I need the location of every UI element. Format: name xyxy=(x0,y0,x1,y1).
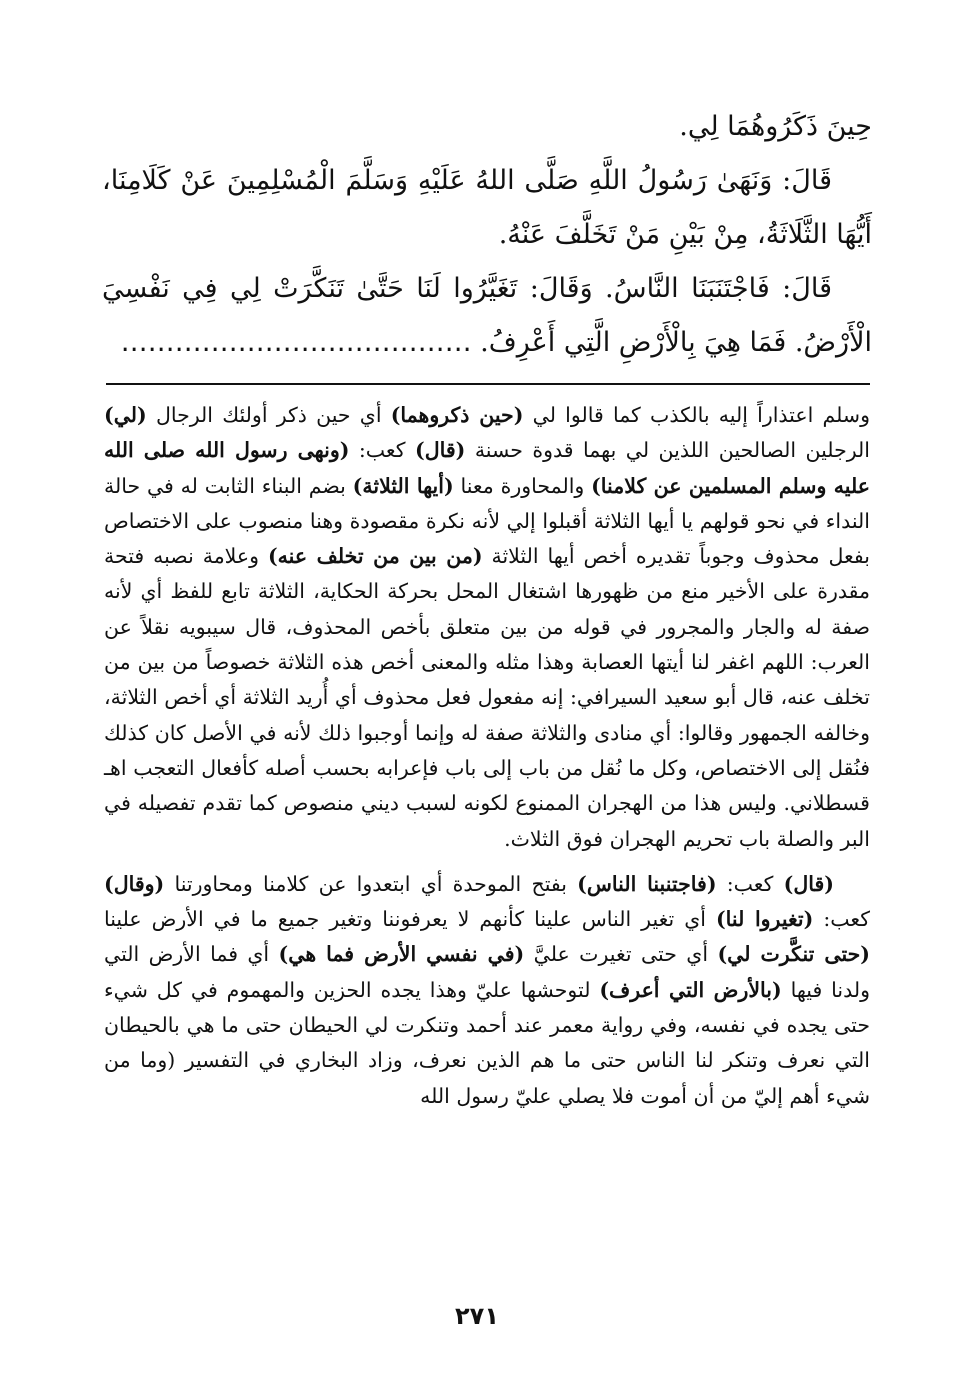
commentary-text-run: أي حين ذكر أولئك الرجال xyxy=(146,403,391,427)
hadith-line-1: حِينَ ذَكَرُوهُمَا لِي. xyxy=(679,111,872,142)
quoted-phrase: (لي) xyxy=(104,403,147,427)
quoted-phrase: (قال) xyxy=(415,438,466,463)
quoted-phrase: (في نفسي الأرض فما هي) xyxy=(278,942,525,967)
commentary-text-run: وعلامة نصبه فتحة مقدرة على الأخير منع من ظهورها اشتغال المحل بحركة الحكاية، الثلاثة تابع للفظ أي لأنه صفة له والجار والمجرور في قوله من بين متعلق بأخص المحذوف، قال سيبويه نقلاً عن العرب: اللهم اغفر لنا أيتها العصابة وهذا مثله والمعنى أخص هذه الثلاثة خصوصاً من بين من تخلف عنه، قال أبو سعيد السيرافي: إنه مفعول فعل محذوف أي أُريد الثلاثة أي أخص الثلاثة، وخالفه الجمهور وقالوا: أي منادى والثلاثة صفة له وإنما أوجبوا ذلك لأنه في الأصل كان كذلك فنُقل إلى الاختصاص، وكل ما نُقل من باب إلى باب فإعرابه بحسب أصله كأفعال التعجب اهـ قسطلاني. وليس هذا من الهجران الممنوع لكونه لسبب ديني منصوص كما تقدم تفصيله في البر والصلة باب تحريم الهجران فوق الثلاث. xyxy=(104,544,870,851)
commentary-text-run: كعب: xyxy=(813,907,871,932)
quoted-phrase: (فاجتنبنا الناس) xyxy=(577,871,717,896)
commentary-paragraph-2 xyxy=(104,867,870,1114)
hadith-text xyxy=(102,100,872,370)
hadith-paragraph-1: قَالَ: وَنَهَىٰ رَسُولُ اللَّهِ صَلَّى اللهُ عَلَيْهِ وَسَلَّمَ الْمُسْلِمِينَ عَنْ كَلَامِنَا، أَيُّهَا الثَّلَاثَةُ، مِنْ بَيْنِ مَنْ تَخَلَّفَ عَنْهُ. xyxy=(102,165,872,250)
commentary-text-run: كعب: xyxy=(349,438,416,463)
quoted-phrase: (حين ذكروهما) xyxy=(390,403,524,427)
commentary-text-run: الرجلين الصالحين اللذين لي بهما قدوة حسنة xyxy=(465,438,870,463)
quoted-phrase: (من بين من تخلف عنه) xyxy=(267,544,483,569)
quoted-phrase: (تغيروا لنا) xyxy=(715,907,814,932)
commentary-text-run: والمحاورة معنا xyxy=(453,473,592,498)
quoted-phrase: (قال) xyxy=(783,871,834,896)
commentary-text-run: أي تغير الناس علينا كأنهم لا يعرفوننا وتغير جميع ما في الأرض علينا xyxy=(104,907,716,932)
quoted-phrase: (ونهى رسول الله صلى الله عليه وسلم المسلمين عن كلامنا) xyxy=(104,438,870,498)
commentary-text-run: كعب: xyxy=(716,871,784,896)
hadith-paragraph-2-text: قَالَ: فَاجْتَنَبَنَا النَّاسُ. وَقَالَ: تَغَيَّرُوا لَنَا حَتَّىٰ تَنَكَّرَتْ لِي فِي نَفْسِيَ الْأَرْضُ. فَمَا هِيَ بِالْأَرْضِ الَّتِي أَعْرِفُ. xyxy=(102,273,872,358)
commentary-text-run: لتوحشها عليّ وهذا يجده الحزين والمهموم في كل شيء حتى يجده في نفسه، وفي رواية معمر عند أحمد وتنكرت لي الحيطان حتى ما هي بالحيطان التي نعرف وتنكر لنا الناس حتى ما هم الذين نعرف، وزاد البخاري في التفسير (وما من شيء أهم إليّ من أن أموت فلا يصلي عليّ رسول الله xyxy=(104,977,870,1108)
footnote-divider xyxy=(106,383,870,385)
commentary-paragraph-1 xyxy=(104,398,870,857)
page-number: ٢٧١ xyxy=(455,1302,499,1330)
quoted-phrase: (أيها الثلاثة) xyxy=(352,473,454,498)
quoted-phrase: (وقال) xyxy=(104,871,165,896)
commentary-text-run: أي حتى تغيرت عليَّ xyxy=(524,942,718,967)
commentary-text-run: بضم البناء الثابت له في حالة النداء في نحو قولهم يا أيها الثلاثة أقبلوا إلي لأنه نكرة مقصودة وهنا منصوب على الاختصاص بفعل محذوف وجوباً تقديره أخص أيها الثلاثة xyxy=(104,473,870,569)
commentary-text-run: بفتح الموحدة أي ابتعدوا عن كلامنا ومحاورتنا xyxy=(164,871,578,896)
quoted-phrase: (بالأرض التي أعرف) xyxy=(599,977,782,1002)
hadith-paragraph-2 xyxy=(102,262,872,370)
commentary-text xyxy=(104,398,870,1114)
quoted-phrase: (حتى تنكَّرت لي) xyxy=(717,942,870,967)
commentary-text-run: أي فما الأرض التي ولدنا فيها xyxy=(104,942,870,1002)
continuation-dots: ………………………………… xyxy=(120,327,472,358)
commentary-text-run: وسلم اعتذاراً إليه بالكذب كما قالوا لي xyxy=(523,403,870,427)
